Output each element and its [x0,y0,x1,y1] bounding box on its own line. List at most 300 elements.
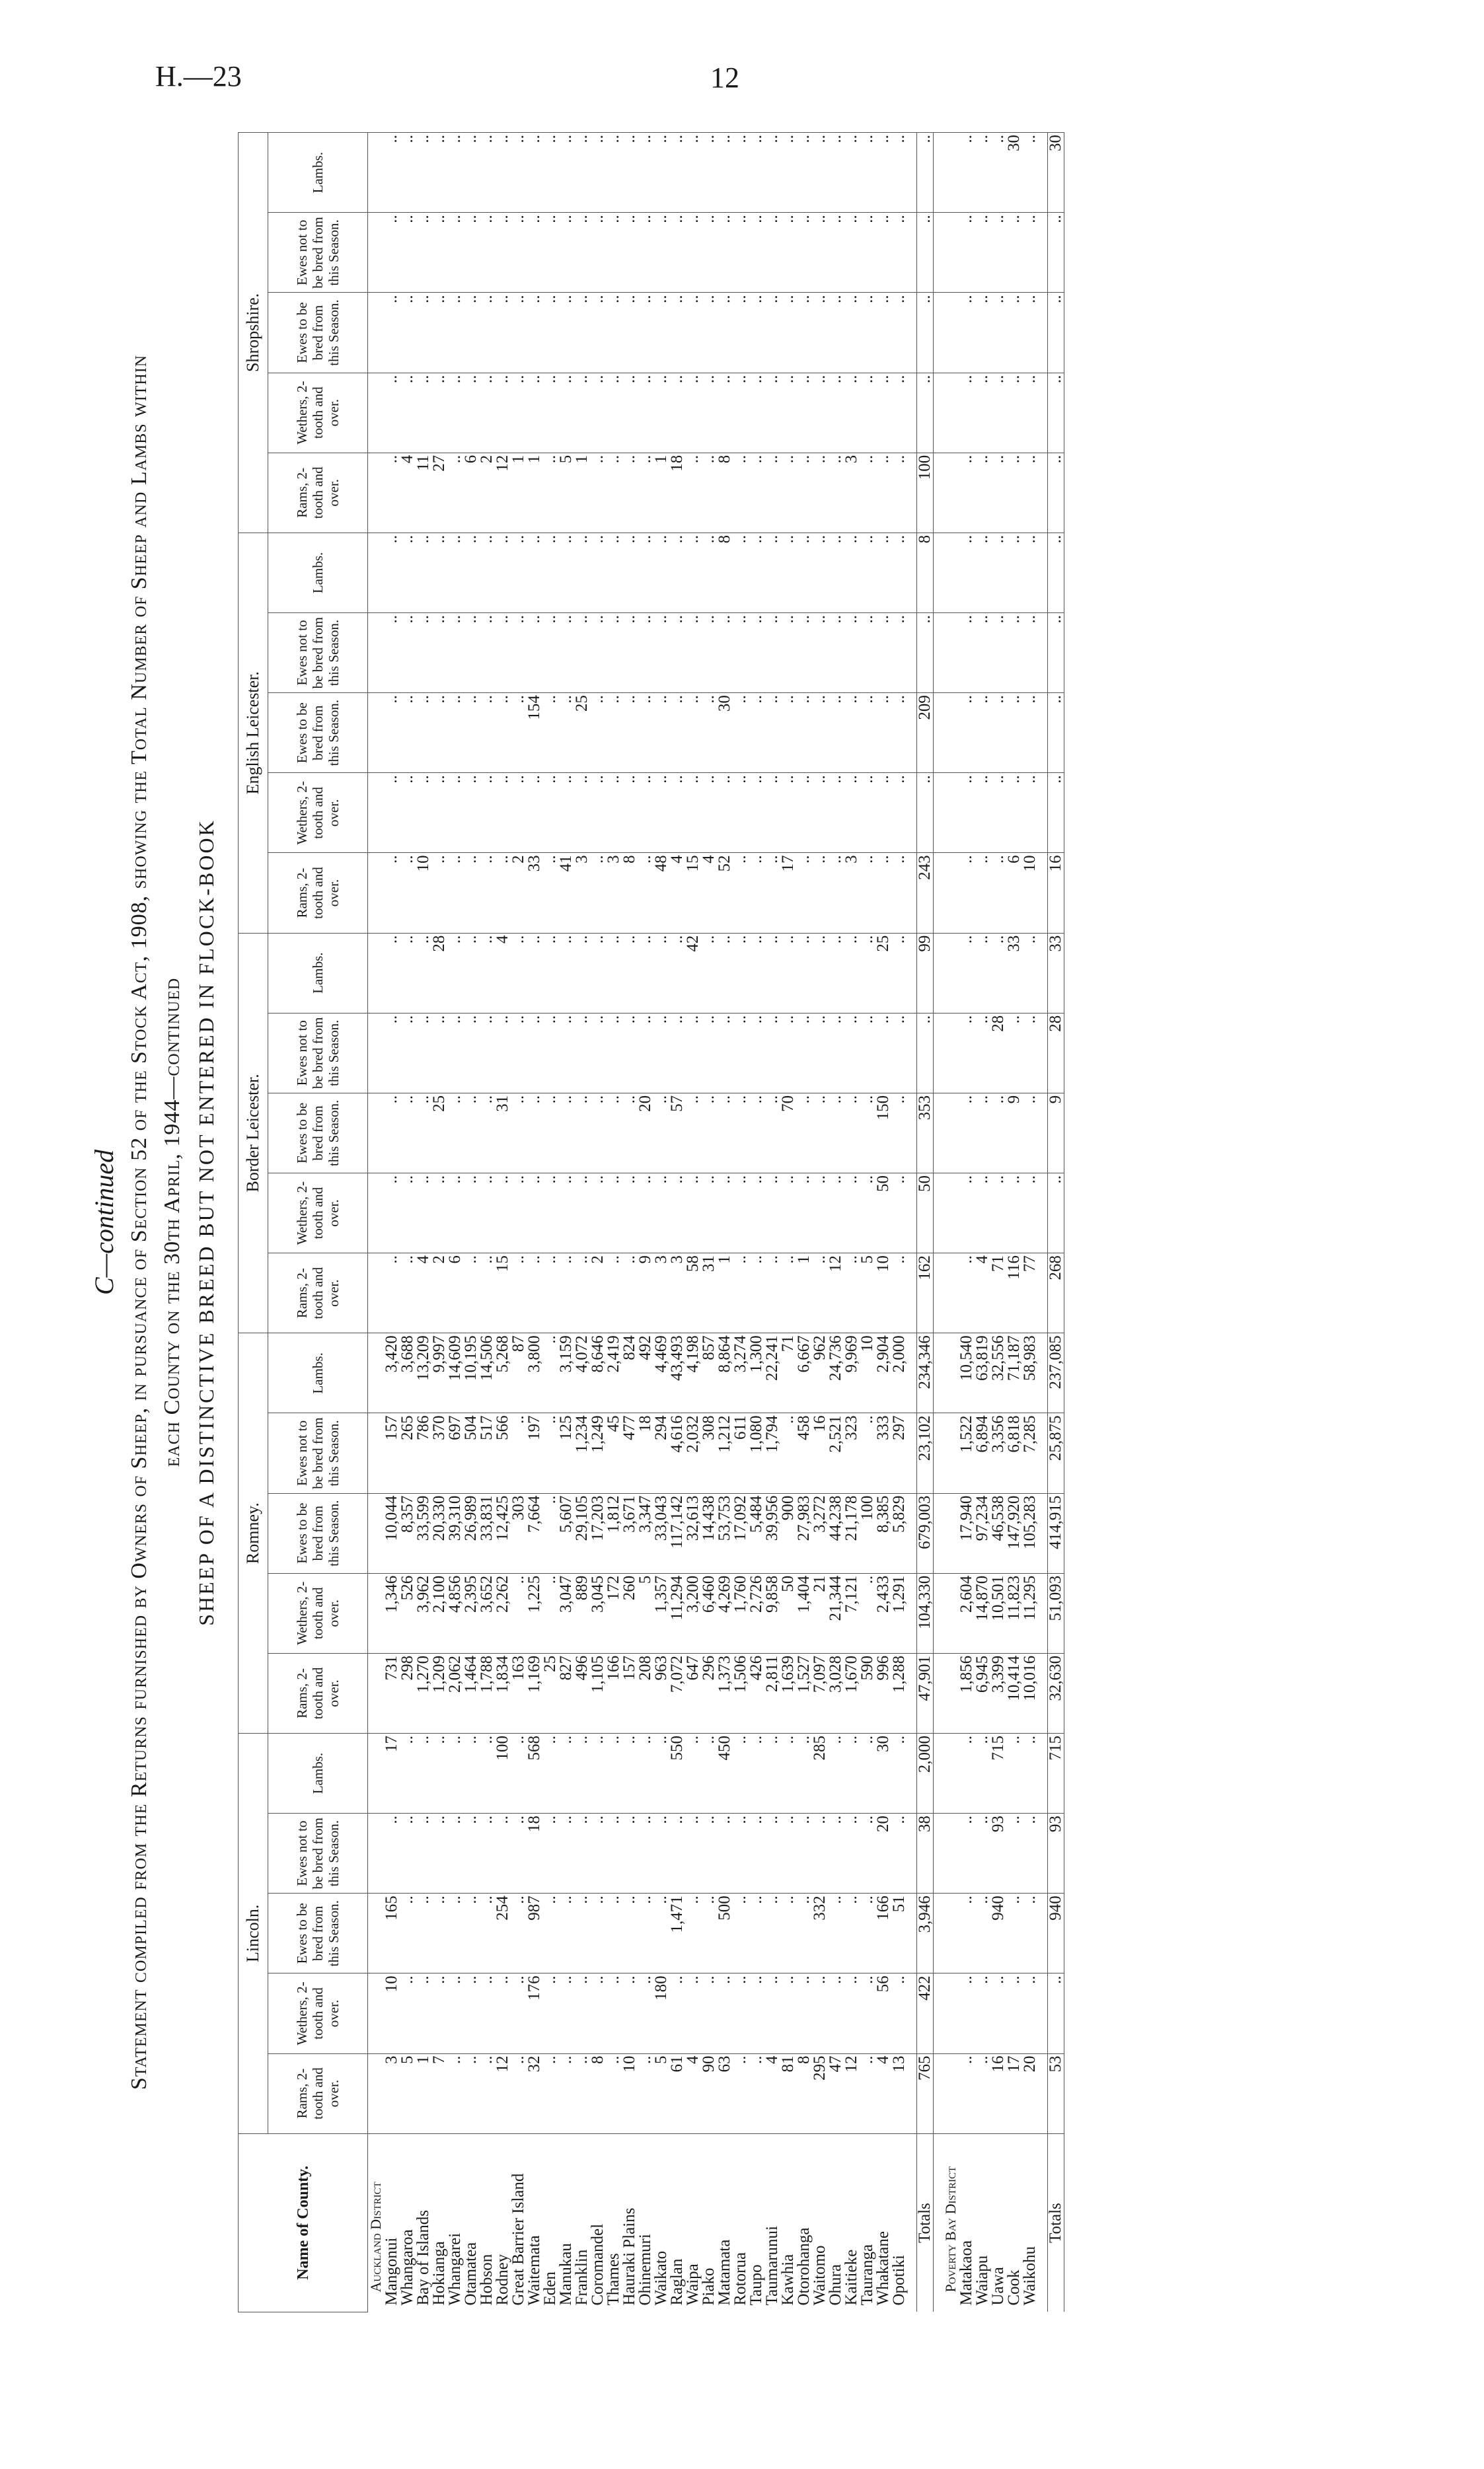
table-cell: .. [764,1894,780,1973]
table-cell: .. [590,453,606,533]
table-cell: 1,105 [590,1653,606,1733]
totals-cell: .. [1048,373,1064,453]
table-cell: .. [764,373,780,453]
table-cell: 45 [606,1413,622,1493]
table-cell: 166 [606,1653,622,1733]
table-cell: .. [860,1093,875,1173]
table-cell: .. [400,773,416,853]
table-cell: .. [447,453,463,533]
table-cell: 25 [542,1653,558,1733]
table-cell: .. [990,533,1006,612]
empty-cell [368,1493,385,1573]
table-cell: 3,671 [622,1493,638,1573]
subheader-cell: Rams, 2-tooth and over. [268,853,368,933]
table-cell: 44,238 [828,1493,844,1573]
table-row [764,133,780,2312]
empty-cell [934,773,944,853]
table-cell: .. [574,1253,590,1333]
table-cell: 298 [400,1653,416,1733]
table-cell: .. [431,373,447,453]
table-cell: .. [463,1733,479,1813]
table-cell: .. [606,1173,622,1253]
empty-cell [943,1173,959,1253]
table-cell: .. [1022,1093,1038,1173]
table-cell: .. [780,1894,796,1973]
table-cell: .. [542,1493,558,1573]
table-cell: 10,414 [1006,1653,1022,1733]
table-cell: .. [527,933,542,1013]
totals-cell: 28 [1048,1013,1064,1093]
table-cell: 526 [400,1573,416,1653]
table-cell: 1 [574,453,590,533]
table-cell: 10,195 [463,1333,479,1413]
table-cell: .. [891,1173,907,1253]
table-cell: .. [844,1894,860,1973]
table-row [495,133,511,2312]
table-cell: .. [511,773,527,853]
table-cell: .. [463,1973,479,2053]
empty-cell [368,1733,385,1813]
table-cell: 647 [685,1653,701,1733]
table-cell: 117,142 [669,1493,685,1573]
table-cell: 5 [400,2053,416,2133]
table-cell: .. [669,373,685,453]
table-cell: 492 [638,1333,653,1413]
table-cell: .. [511,1894,527,1973]
table-cell: .. [574,373,590,453]
table-cell: .. [653,613,669,693]
table-cell: 2,419 [606,1333,622,1413]
table-cell: .. [463,1173,479,1253]
table-cell: 9 [1006,1093,1022,1173]
table-cell: .. [812,853,828,933]
table-cell: .. [812,1013,828,1093]
table-cell: .. [527,1253,542,1333]
table-cell: .. [701,1814,717,1894]
district-row [943,133,959,2312]
table-cell: .. [975,133,990,213]
table-cell: 1,471 [669,1894,685,1973]
table-cell: .. [844,1253,860,1333]
empty-cell [934,533,944,612]
totals-cell: 30 [1048,133,1064,213]
table-cell: 116 [1006,1253,1022,1333]
table-cell: 172 [606,1573,622,1653]
table-cell: 10,540 [959,1333,975,1413]
table-cell: .. [638,693,653,773]
table-cell: .. [416,1093,431,1173]
table-cell: 7,072 [669,1653,685,1733]
table-cell: 2,604 [959,1573,975,1653]
table-row [542,133,558,2312]
table-cell: .. [384,533,400,612]
table-cell: .. [542,293,558,373]
table-cell: 7,097 [812,1653,828,1733]
table-cell: .. [764,773,780,853]
table-cell: .. [447,293,463,373]
table-cell: .. [542,773,558,853]
table-cell: .. [717,1013,733,1093]
totals-cell: 99 [917,933,934,1013]
table-cell: .. [828,1894,844,1973]
table-cell: .. [400,1733,416,1813]
empty-cell [943,1894,959,1973]
totals-cell: 679,003 [917,1493,934,1573]
table-cell: 25 [431,1093,447,1173]
table-cell: .. [764,1173,780,1253]
subheader-cell: Ewes not to be bred from this Season. [268,1013,368,1093]
table-cell: .. [558,1173,574,1253]
table-cell: .. [558,533,574,612]
totals-row [1048,133,1064,2312]
table-cell: 7,664 [527,1493,542,1573]
table-cell: 6,894 [975,1413,990,1493]
table-cell: 14,609 [447,1333,463,1413]
table-cell: .. [685,1013,701,1093]
county-name: Uawa [990,2133,1006,2312]
empty-cell [368,613,385,693]
table-row [796,133,812,2312]
table-cell: .. [796,1013,812,1093]
table-cell: .. [447,533,463,612]
table-cell: .. [416,133,431,213]
table-cell: 4 [416,1253,431,1333]
table-cell: .. [558,1093,574,1173]
table-cell: .. [959,1894,975,1973]
table-cell: 32,613 [685,1493,701,1573]
table-cell: .. [400,1173,416,1253]
table-cell: .. [733,1814,749,1894]
table-cell: 48 [653,853,669,933]
table-cell: .. [959,293,975,373]
table-cell: .. [622,933,638,1013]
table-cell: 12 [495,2053,511,2133]
county-name: Bay of Islands [416,2133,431,2312]
table-cell: .. [416,373,431,453]
table-cell: 71 [990,1253,1006,1333]
table-cell: 1,234 [574,1413,590,1493]
table-cell: .. [542,1733,558,1813]
totals-cell: 209 [917,693,934,773]
table-cell: .. [990,293,1006,373]
table-cell: .. [812,1093,828,1173]
empty-cell [943,213,959,293]
table-cell: 17,092 [733,1493,749,1573]
empty-cell [934,2053,944,2133]
table-cell: 962 [812,1333,828,1413]
table-cell: 458 [796,1413,812,1493]
table-cell: 1 [416,2053,431,2133]
table-cell: 1 [717,1253,733,1333]
table-row [400,133,416,2312]
table-cell: .. [463,2053,479,2133]
table-cell: 3,047 [558,1573,574,1653]
table-cell: .. [590,1733,606,1813]
table-cell: .. [400,933,416,1013]
table-cell: .. [959,1253,975,1333]
table-cell: .. [669,1814,685,1894]
table-cell: .. [844,1973,860,2053]
table-cell: .. [558,1253,574,1333]
table-row [527,133,542,2312]
table-cell: .. [975,453,990,533]
table-cell: .. [590,853,606,933]
table-cell: .. [431,1013,447,1093]
table-cell: .. [1006,453,1022,533]
table-cell: 15 [495,1253,511,1333]
table-cell: 157 [384,1413,400,1493]
table-cell: .. [622,1973,638,2053]
table-cell: .. [990,1973,1006,2053]
table-cell: .. [764,1253,780,1333]
empty-cell [934,1173,944,1253]
table-cell: 13,209 [416,1333,431,1413]
table-cell: .. [812,1814,828,1894]
table-cell: 33,599 [416,1493,431,1573]
empty-cell [934,1573,944,1653]
table-cell: 2,811 [764,1653,780,1733]
table-cell: 333 [875,1413,891,1493]
table-cell: .. [975,933,990,1013]
empty-cell [934,133,944,213]
table-cell: .. [638,613,653,693]
empty-cell [943,613,959,693]
table-cell: .. [717,1973,733,2053]
table-cell: 370 [431,1413,447,1493]
table-cell: 6,945 [975,1653,990,1733]
table-cell: .. [384,933,400,1013]
table-cell: 8 [717,453,733,533]
table-cell: .. [558,373,574,453]
table-cell: 1,522 [959,1413,975,1493]
table-cell: .. [463,773,479,853]
table-cell: 147,920 [1006,1493,1022,1573]
empty-cell [934,453,944,533]
table-row [638,133,653,2312]
table-cell: .. [990,933,1006,1013]
table-cell: 166 [875,1894,891,1973]
table-cell: .. [844,533,860,612]
table-cell: .. [416,1013,431,1093]
table-cell: .. [717,1814,733,1894]
table-cell: 28 [990,1013,1006,1093]
county-name: Coromandel [590,2133,606,2312]
table-cell: .. [780,773,796,853]
table-cell: 6,818 [1006,1413,1022,1493]
table-cell: 4,856 [447,1573,463,1653]
table-cell: 100 [495,1733,511,1813]
table-cell: .. [447,1093,463,1173]
table-cell: .. [860,1733,875,1813]
table-cell: 731 [384,1653,400,1733]
table-cell: 4 [875,2053,891,2133]
table-cell: .. [638,1733,653,1813]
table-cell: .. [749,1894,764,1973]
totals-cell: .. [917,773,934,853]
table-row [669,133,685,2312]
table-cell: 3,347 [638,1493,653,1573]
table-cell: .. [1022,213,1038,293]
table-row [828,133,844,2312]
table-cell: .. [685,213,701,293]
table-cell: .. [796,1973,812,2053]
table-cell: .. [685,293,701,373]
table-cell: 517 [479,1413,495,1493]
table-cell: 254 [495,1894,511,1973]
table-cell: 41 [558,853,574,933]
table-cell: .. [891,1013,907,1093]
empty-cell [368,1653,385,1733]
table-cell: 63 [717,2053,733,2133]
table-cell: 332 [812,1894,828,1973]
table-cell: 2,032 [685,1413,701,1493]
table-cell: 10,044 [384,1493,400,1573]
empty-cell [368,1013,385,1093]
county-name: Piako [701,2133,717,2312]
table-cell: 5,484 [749,1493,764,1573]
table-cell: .. [990,213,1006,293]
table-cell: 61 [669,2053,685,2133]
table-cell: .. [764,933,780,1013]
empty-cell [368,453,385,533]
totals-cell: 765 [917,2053,934,2133]
table-cell: .. [891,1814,907,1894]
table-cell: .. [812,1253,828,1333]
table-cell: .. [1006,373,1022,453]
totals-cell: 32,630 [1048,1653,1064,1733]
table-cell: .. [431,773,447,853]
table-cell: .. [511,533,527,612]
table-cell: .. [685,693,701,773]
table-cell: .. [590,1814,606,1894]
table-cell: .. [891,773,907,853]
table-cell: 71 [780,1333,796,1413]
empty-cell [368,1173,385,1253]
table-cell: .. [558,1814,574,1894]
empty-cell [943,453,959,533]
table-cell: 17 [384,1733,400,1813]
table-cell: .. [844,773,860,853]
table-row [653,133,669,2312]
table-cell: .. [749,1973,764,2053]
table-cell: .. [749,2053,764,2133]
county-name: Cook [1006,2133,1022,2312]
table-cell: 24,736 [828,1333,844,1413]
subheader-cell: Ewes not to be bred from this Season. [268,1413,368,1493]
empty-cell [943,133,959,213]
table-cell: 5 [860,1253,875,1333]
table-cell: .. [975,1013,990,1093]
table-cell: 12,425 [495,1493,511,1573]
table-cell: .. [622,1013,638,1093]
table-cell: .. [590,133,606,213]
table-cell: .. [828,1973,844,2053]
table-cell: .. [685,533,701,612]
table-cell: .. [780,1413,796,1493]
sheep-table [238,132,1064,2312]
table-cell: 6,460 [701,1573,717,1653]
empty-cell [368,853,385,933]
table-cell: .. [685,453,701,533]
table-cell: .. [400,1973,416,2053]
totals-cell: .. [1048,613,1064,693]
table-cell: .. [749,773,764,853]
table-cell: 697 [447,1413,463,1493]
table-cell: .. [447,1814,463,1894]
table-cell: .. [479,373,495,453]
table-cell: .. [574,2053,590,2133]
empty-cell [1038,773,1048,853]
table-cell: 20 [875,1814,891,1894]
table-cell: .. [447,1733,463,1813]
county-name: Whangarei [447,2133,463,2312]
table-cell: .. [780,613,796,693]
table-cell: .. [384,1093,400,1173]
table-cell: .. [653,1013,669,1093]
table-cell: .. [638,453,653,533]
table-cell: 56 [875,1973,891,2053]
table-cell: .. [860,773,875,853]
table-cell: .. [844,213,860,293]
table-cell: .. [511,693,527,773]
table-cell: .. [875,773,891,853]
table-cell: .. [796,853,812,933]
table-cell: 296 [701,1653,717,1733]
subheader-cell: Ewes to be bred from this Season. [268,1894,368,1973]
totals-cell: 422 [917,1973,934,2053]
table-cell: 1,169 [527,1653,542,1733]
table-cell: 566 [495,1413,511,1493]
empty-cell [934,1253,944,1333]
empty-cell [943,1413,959,1493]
totals-cell: .. [917,213,934,293]
empty-cell [368,373,385,453]
table-cell: .. [384,453,400,533]
totals-cell: .. [917,293,934,373]
table-cell: 1 [511,453,527,533]
table-cell: .. [606,1733,622,1813]
table-cell: 22,241 [764,1333,780,1413]
table-cell: .. [844,133,860,213]
table-cell: .. [975,213,990,293]
table-cell: .. [638,213,653,293]
table-cell: .. [780,293,796,373]
table-cell: 889 [574,1573,590,1653]
table-cell: .. [558,613,574,693]
subheader-cell: Wethers, 2-tooth and over. [268,1573,368,1653]
table-cell: .. [812,933,828,1013]
empty-cell [907,293,917,373]
breed-header-shropshire: Shropshire. [239,133,268,533]
table-cell: 39,310 [447,1493,463,1573]
table-cell: .. [558,213,574,293]
table-cell: 57 [669,1093,685,1173]
table-cell: .. [416,773,431,853]
table-cell: 1,212 [717,1413,733,1493]
table-cell: .. [860,293,875,373]
table-cell: 786 [416,1413,431,1493]
table-cell: .. [574,1173,590,1253]
table-cell: 14,438 [701,1493,717,1573]
table-cell: .. [622,773,638,853]
table-cell: 17 [780,853,796,933]
table-cell: .. [717,773,733,853]
table-cell: 25 [574,693,590,773]
table-cell: 28 [431,933,447,1013]
table-cell: .. [828,933,844,1013]
table-cell: 12 [844,2053,860,2133]
table-cell: .. [828,613,844,693]
